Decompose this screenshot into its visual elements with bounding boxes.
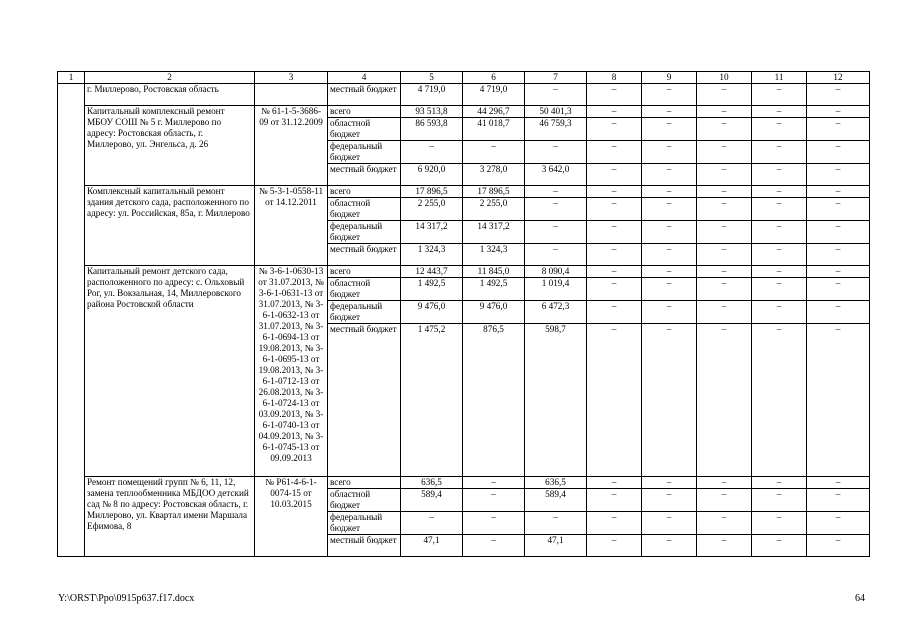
value-cell: 3 642,0 <box>525 164 587 186</box>
value-cell: – <box>525 141 587 164</box>
value-cell: – <box>752 512 807 535</box>
value-cell: – <box>463 489 525 512</box>
value-cell: – <box>697 266 752 278</box>
value-cell: – <box>587 118 642 141</box>
value-cell: – <box>642 512 697 535</box>
value-cell: – <box>697 512 752 535</box>
value-cell: – <box>752 266 807 278</box>
budget-table <box>57 71 870 557</box>
funding-type: областной бюджет <box>328 278 401 301</box>
value-cell: – <box>752 164 807 186</box>
page-number: 64 <box>855 593 865 604</box>
col-header: 10 <box>697 72 752 84</box>
value-cell: – <box>642 164 697 186</box>
table-row <box>58 106 870 118</box>
value-cell: 598,7 <box>525 324 587 477</box>
value-cell: – <box>587 266 642 278</box>
value-cell: – <box>807 221 870 244</box>
value-cell: – <box>807 198 870 221</box>
value-cell: – <box>752 106 807 118</box>
value-cell: – <box>697 118 752 141</box>
value-cell: 4 719,0 <box>401 84 463 106</box>
value-cell: – <box>642 278 697 301</box>
col-header: 9 <box>642 72 697 84</box>
value-cell: – <box>807 84 870 106</box>
col-header: 3 <box>255 72 328 84</box>
value-cell: – <box>697 186 752 198</box>
table-row <box>58 266 870 278</box>
value-cell: – <box>697 489 752 512</box>
value-cell: 636,5 <box>401 477 463 489</box>
value-cell: – <box>525 244 587 266</box>
funding-type: федеральный бюджет <box>328 141 401 164</box>
value-cell: – <box>807 489 870 512</box>
object-name: Капитальный комплексный ремонт МБОУ СОШ № 5 г. Миллерово по адресу: Ростовская область, г. Миллерово, ул. Энгельса, д. 26 <box>85 106 255 186</box>
value-cell: – <box>807 244 870 266</box>
value-cell: – <box>752 84 807 106</box>
value-cell: – <box>697 301 752 324</box>
value-cell: – <box>807 278 870 301</box>
value-cell: – <box>587 106 642 118</box>
value-cell: – <box>642 535 697 557</box>
object-name: Ремонт помещений групп № 6, 11, 12, замена теплообменника МБДОО детский сад № 8 по адресу: Ростовская область, г. Миллерово, ул. Квартал имени Маршала Ефимова, 8 <box>85 477 255 557</box>
value-cell: 4 719,0 <box>463 84 525 106</box>
value-cell: 1 324,3 <box>463 244 525 266</box>
value-cell: – <box>587 244 642 266</box>
funding-type: федеральный бюджет <box>328 301 401 324</box>
value-cell: 86 593,8 <box>401 118 463 141</box>
header-row <box>58 72 870 84</box>
funding-type: областной бюджет <box>328 198 401 221</box>
value-cell: – <box>697 164 752 186</box>
funding-type: местный бюджет <box>328 244 401 266</box>
object-name: Капитальный ремонт детского сада, расположенного по адресу: с. Ольховый Рог, ул. Вокзальная, 14, Миллеровского района Ростовской области <box>85 266 255 477</box>
value-cell: – <box>642 186 697 198</box>
table-row <box>58 477 870 489</box>
value-cell: – <box>587 164 642 186</box>
value-cell: – <box>401 512 463 535</box>
value-cell: – <box>642 141 697 164</box>
value-cell: – <box>642 477 697 489</box>
value-cell: – <box>697 278 752 301</box>
value-cell: – <box>807 477 870 489</box>
value-cell: – <box>752 186 807 198</box>
value-cell: 8 090,4 <box>525 266 587 278</box>
value-cell: – <box>807 118 870 141</box>
value-cell: 876,5 <box>463 324 525 477</box>
value-cell: – <box>587 489 642 512</box>
value-cell: 47,1 <box>401 535 463 557</box>
value-cell: – <box>642 106 697 118</box>
funding-type: федеральный бюджет <box>328 221 401 244</box>
value-cell: – <box>807 186 870 198</box>
col-header: 5 <box>401 72 463 84</box>
doc-number: № Р61-4-6-1-0074-15 от 10.03.2015 <box>255 477 328 557</box>
value-cell: – <box>807 266 870 278</box>
value-cell: 14 317,2 <box>401 221 463 244</box>
value-cell: 17 896,5 <box>463 186 525 198</box>
value-cell: – <box>401 141 463 164</box>
value-cell: 41 018,7 <box>463 118 525 141</box>
value-cell: 1 492,5 <box>401 278 463 301</box>
value-cell: – <box>697 221 752 244</box>
value-cell: 9 476,0 <box>463 301 525 324</box>
value-cell: – <box>642 221 697 244</box>
table-row <box>58 186 870 198</box>
col-header: 6 <box>463 72 525 84</box>
value-cell: – <box>587 186 642 198</box>
value-cell: – <box>642 244 697 266</box>
value-cell: 6 920,0 <box>401 164 463 186</box>
value-cell: 3 278,0 <box>463 164 525 186</box>
col-header: 11 <box>752 72 807 84</box>
value-cell: – <box>807 164 870 186</box>
funding-type: местный бюджет <box>328 324 401 477</box>
value-cell: – <box>807 141 870 164</box>
footer-file-path: Y:\ORST\Ppo\0915p637.f17.docx <box>58 593 195 604</box>
value-cell: 11 845,0 <box>463 266 525 278</box>
value-cell: – <box>752 198 807 221</box>
col-header: 12 <box>807 72 870 84</box>
value-cell: – <box>807 324 870 477</box>
value-cell: – <box>752 118 807 141</box>
object-name: г. Миллерово, Ростовская область <box>85 84 255 106</box>
value-cell: 9 476,0 <box>401 301 463 324</box>
value-cell: – <box>463 535 525 557</box>
funding-type: всего <box>328 477 401 489</box>
funding-type: областной бюджет <box>328 489 401 512</box>
value-cell: – <box>807 106 870 118</box>
value-cell: – <box>752 278 807 301</box>
value-cell: – <box>697 141 752 164</box>
value-cell: 46 759,3 <box>525 118 587 141</box>
value-cell: – <box>697 477 752 489</box>
value-cell: 1 492,5 <box>463 278 525 301</box>
value-cell: – <box>752 301 807 324</box>
value-cell: – <box>587 198 642 221</box>
value-cell: 636,5 <box>525 477 587 489</box>
value-cell: – <box>463 512 525 535</box>
value-cell: – <box>525 198 587 221</box>
value-cell: – <box>697 84 752 106</box>
value-cell: – <box>525 84 587 106</box>
value-cell: – <box>525 186 587 198</box>
value-cell: – <box>642 266 697 278</box>
value-cell: 47,1 <box>525 535 587 557</box>
value-cell: – <box>587 512 642 535</box>
value-cell: – <box>587 535 642 557</box>
value-cell: – <box>697 535 752 557</box>
value-cell: – <box>463 141 525 164</box>
col-header: 7 <box>525 72 587 84</box>
value-cell: – <box>642 198 697 221</box>
value-cell: – <box>642 118 697 141</box>
funding-type: областной бюджет <box>328 118 401 141</box>
value-cell: – <box>807 512 870 535</box>
doc-number: № 5-3-1-0558-11 от 14.12.2011 <box>255 186 328 266</box>
value-cell: – <box>697 106 752 118</box>
value-cell: – <box>587 477 642 489</box>
value-cell: – <box>697 324 752 477</box>
funding-type: местный бюджет <box>328 164 401 186</box>
col-header: 8 <box>587 72 642 84</box>
value-cell: 14 317,2 <box>463 221 525 244</box>
value-cell: – <box>525 221 587 244</box>
value-cell: 50 401,3 <box>525 106 587 118</box>
value-cell: 6 472,3 <box>525 301 587 324</box>
value-cell: – <box>752 141 807 164</box>
value-cell: 1 019,4 <box>525 278 587 301</box>
value-cell: 44 296,7 <box>463 106 525 118</box>
funding-type: местный бюджет <box>328 84 401 106</box>
funding-type: всего <box>328 106 401 118</box>
value-cell: 2 255,0 <box>463 198 525 221</box>
row-number-cell <box>58 84 85 557</box>
value-cell: 1 475,2 <box>401 324 463 477</box>
value-cell: 589,4 <box>401 489 463 512</box>
value-cell: – <box>752 489 807 512</box>
value-cell: – <box>752 221 807 244</box>
object-name: Комплексный капитальный ремонт здания детского сада, расположенного по адресу: ул. Российская, 85а, г. Миллерово <box>85 186 255 266</box>
doc-cell <box>255 84 328 106</box>
table-row <box>58 84 870 106</box>
value-cell: 12 443,7 <box>401 266 463 278</box>
funding-type: всего <box>328 266 401 278</box>
value-cell: 1 324,3 <box>401 244 463 266</box>
doc-number: № 61-1-5-3686-09 от 31.12.2009 <box>255 106 328 186</box>
funding-type: местный бюджет <box>328 535 401 557</box>
col-header: 4 <box>328 72 401 84</box>
value-cell: 2 255,0 <box>401 198 463 221</box>
value-cell: – <box>642 301 697 324</box>
value-cell: – <box>587 141 642 164</box>
value-cell: – <box>525 512 587 535</box>
value-cell: – <box>642 489 697 512</box>
value-cell: – <box>587 84 642 106</box>
funding-type: всего <box>328 186 401 198</box>
doc-number: № 3-6-1-0630-13 от 31.07.2013, № 3-6-1-0631-13 от 31.07.2013, № 3-6-1-0632-13 от 31.07.2013, № 3-6-1-0694-13 от 19.08.2013, № 3-6-1-0695-13 от 19.08.2013, № 3-6-1-0712-13 от 26.08.2013, № 3-6-1-0724-13 от 03.09.2013, № 3-6-1-0740-13 от 04.09.2013, № 3-6-1-0745-13 от 09.09.2013 <box>255 266 328 477</box>
value-cell: – <box>587 324 642 477</box>
value-cell: – <box>807 301 870 324</box>
value-cell: – <box>587 278 642 301</box>
value-cell: – <box>642 84 697 106</box>
value-cell: – <box>807 535 870 557</box>
value-cell: – <box>752 535 807 557</box>
value-cell: – <box>697 198 752 221</box>
value-cell: 93 513,8 <box>401 106 463 118</box>
col-header: 2 <box>85 72 255 84</box>
value-cell: – <box>587 301 642 324</box>
col-header: 1 <box>58 72 85 84</box>
value-cell: – <box>752 244 807 266</box>
value-cell: – <box>587 221 642 244</box>
value-cell: 17 896,5 <box>401 186 463 198</box>
value-cell: – <box>463 477 525 489</box>
value-cell: 589,4 <box>525 489 587 512</box>
value-cell: – <box>642 324 697 477</box>
value-cell: – <box>752 477 807 489</box>
value-cell: – <box>752 324 807 477</box>
value-cell: – <box>697 244 752 266</box>
funding-type: федеральный бюджет <box>328 512 401 535</box>
